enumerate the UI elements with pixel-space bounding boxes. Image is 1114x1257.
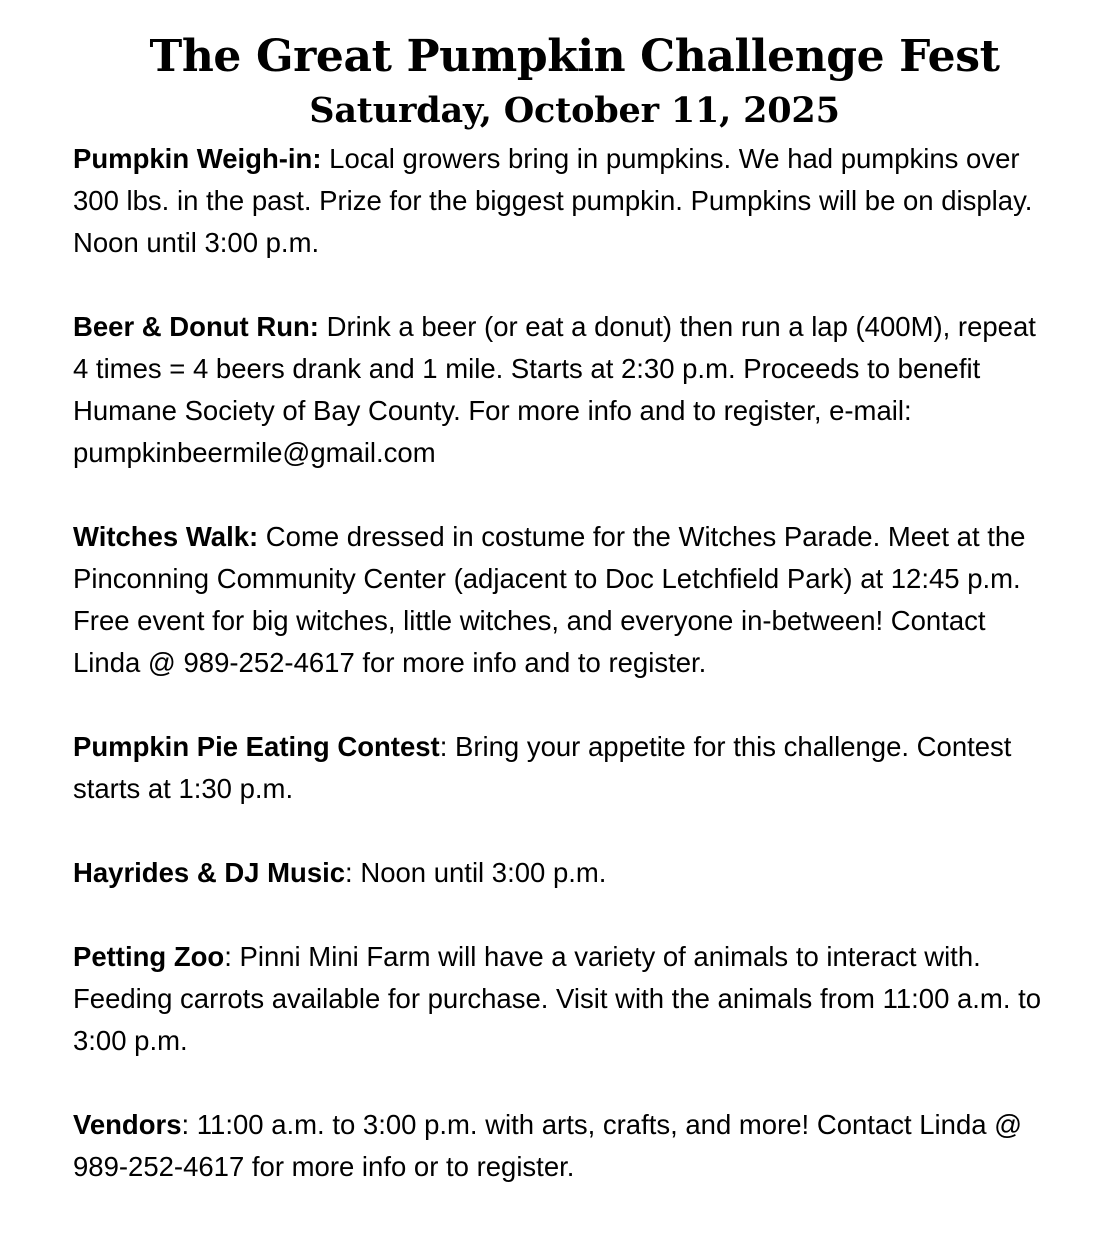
event-separator: : [439, 731, 448, 762]
event-separator: : [224, 941, 232, 972]
event-pie-eating-contest [73, 726, 1054, 810]
event-name: Petting Zoo [73, 941, 225, 972]
event-name: Beer & Donut Run: [73, 311, 319, 342]
event-pumpkin-weigh-in [73, 138, 1054, 264]
event-hayrides-dj-music [73, 852, 1054, 894]
event-petting-zoo [73, 936, 1054, 1062]
event-description: Drink a beer (or eat a donut) then run a lap (400M), repeat 4 times = 4 beers drank and 1 mile. Starts at 2:30 p.m. Proceeds to benefit Humane Society of Bay County. For more info and to register, e-mail: pumpkinbeermile@gmail.com [73, 311, 1036, 468]
event-list [73, 138, 1054, 1188]
event-description: Come dressed in costume for the Witches Parade. Meet at the Pinconning Community Center (adjacent to Doc Letchfield Park) at 12:45 p.m. Free event for big witches, little witches, and everyone in-between! Contact Linda @ 989-252-4617 for more info and to register. [73, 521, 1026, 678]
event-description: Noon until 3:00 p.m. [352, 857, 607, 888]
event-description: Local growers bring in pumpkins. We had pumpkins over 300 lbs. in the past. Prize for the biggest pumpkin. Pumpkins will be on display. Noon until 3:00 p.m. [73, 143, 1033, 258]
event-description: 11:00 a.m. to 3:00 p.m. with arts, crafts, and more! Contact Linda @ 989-252-4617 for more info or to register. [73, 1109, 1023, 1182]
event-description: Pinni Mini Farm will have a variety of animals to interact with. Feeding carrots available for purchase. Visit with the animals from 11:00 a.m. to 3:00 p.m. [73, 941, 1042, 1056]
event-vendors [73, 1104, 1054, 1188]
event-description: Bring your appetite for this challenge. Contest starts at 1:30 p.m. [73, 731, 1012, 804]
event-date: Saturday, October 11, 2025 [309, 90, 840, 131]
event-separator: : [181, 1109, 190, 1140]
event-name: Vendors [73, 1109, 182, 1140]
event-name: Hayrides & DJ Music [73, 857, 346, 888]
event-beer-donut-run [73, 306, 1054, 474]
event-name: Pumpkin Weigh-in: [73, 143, 322, 174]
event-name: Witches Walk: [73, 521, 259, 552]
event-witches-walk [73, 516, 1054, 684]
event-separator: : [345, 857, 353, 888]
flyer-title: The Great Pumpkin Challenge Fest [149, 31, 1000, 82]
event-name: Pumpkin Pie Eating Contest [73, 731, 440, 762]
